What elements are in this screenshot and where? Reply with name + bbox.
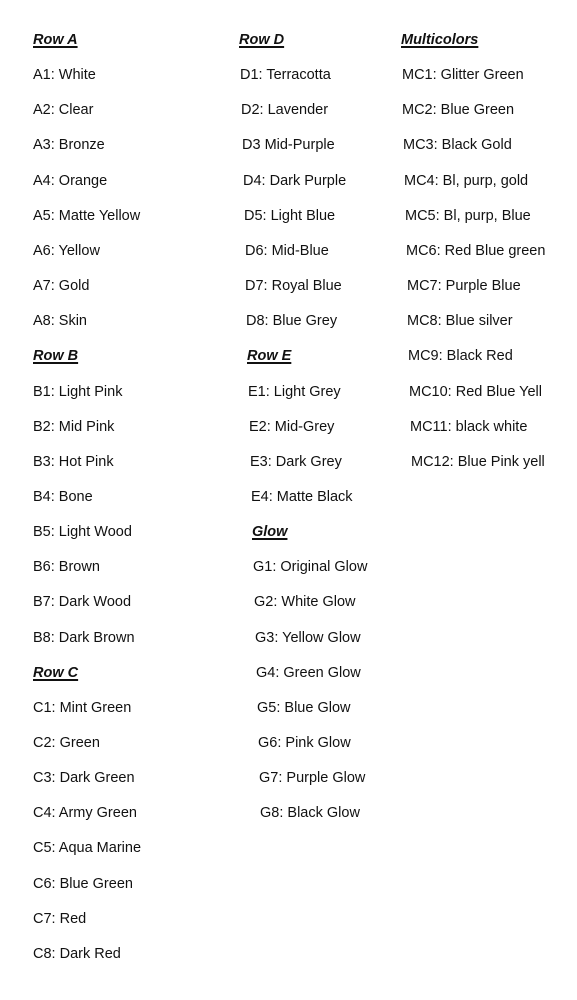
color-item-a8: A8: Skin <box>33 313 87 329</box>
color-item-g6: G6: Pink Glow <box>258 735 351 751</box>
section-heading-row-c: Row C <box>33 665 79 681</box>
color-item-d7: D7: Royal Blue <box>245 278 342 294</box>
color-item-e4: E4: Matte Black <box>251 489 353 505</box>
color-item-c6: C6: Blue Green <box>33 876 133 892</box>
color-item-a5: A5: Matte Yellow <box>33 208 141 224</box>
color-item-b5: B5: Light Wood <box>33 524 132 540</box>
color-item-mc1: MC1: Glitter Green <box>402 67 524 83</box>
color-item-mc3: MC3: Black Gold <box>403 137 512 153</box>
section-heading-row-d: Row D <box>239 32 285 48</box>
color-item-mc4: MC4: Bl, purp, gold <box>404 173 529 189</box>
section-heading-row-a: Row A <box>33 32 78 48</box>
color-item-b4: B4: Bone <box>33 489 93 505</box>
color-item-a1: A1: White <box>33 67 96 83</box>
color-item-mc2: MC2: Blue Green <box>402 102 515 118</box>
color-item-g7: G7: Purple Glow <box>259 770 366 786</box>
color-item-b8: B8: Dark Brown <box>33 630 135 646</box>
color-item-a7: A7: Gold <box>33 278 90 294</box>
color-item-b3: B3: Hot Pink <box>33 454 114 470</box>
color-item-a3: A3: Bronze <box>33 137 105 153</box>
color-item-d1: D1: Terracotta <box>240 67 331 83</box>
color-item-mc10: MC10: Red Blue Yell <box>409 384 542 400</box>
color-item-mc6: MC6: Red Blue green <box>406 243 546 259</box>
color-item-g1: G1: Original Glow <box>253 559 368 575</box>
color-item-c3: C3: Dark Green <box>33 770 135 786</box>
color-item-b1: B1: Light Pink <box>33 384 123 400</box>
color-item-g4: G4: Green Glow <box>256 665 361 681</box>
color-item-d2: D2: Lavender <box>241 102 329 118</box>
color-item-c1: C1: Mint Green <box>33 700 132 716</box>
color-item-c2: C2: Green <box>33 735 100 751</box>
color-item-mc8: MC8: Blue silver <box>407 313 513 329</box>
color-item-c5: C5: Aqua Marine <box>33 840 142 856</box>
color-item-mc11: MC11: black white <box>410 419 528 435</box>
section-heading-glow: Glow <box>252 524 288 540</box>
color-item-g3: G3: Yellow Glow <box>255 630 361 646</box>
color-item-b2: B2: Mid Pink <box>33 419 115 435</box>
color-item-d8: D8: Blue Grey <box>246 313 338 329</box>
color-item-c4: C4: Army Green <box>33 805 137 821</box>
color-item-d4: D4: Dark Purple <box>243 173 347 189</box>
section-heading-row-e: Row E <box>247 348 292 364</box>
color-item-a6: A6: Yellow <box>33 243 100 259</box>
section-heading-multicolors: Multicolors <box>401 32 479 48</box>
color-item-d3: D3 Mid-Purple <box>242 137 335 153</box>
color-item-mc7: MC7: Purple Blue <box>407 278 521 294</box>
color-item-mc9: MC9: Black Red <box>408 348 513 364</box>
color-item-e1: E1: Light Grey <box>248 384 341 400</box>
color-item-g5: G5: Blue Glow <box>257 700 351 716</box>
color-item-mc5: MC5: Bl, purp, Blue <box>405 208 531 224</box>
color-item-c8: C8: Dark Red <box>33 946 121 962</box>
color-item-d6: D6: Mid-Blue <box>245 243 329 259</box>
color-item-d5: D5: Light Blue <box>244 208 336 224</box>
color-item-a2: A2: Clear <box>33 102 94 118</box>
color-item-b6: B6: Brown <box>33 559 100 575</box>
color-item-e3: E3: Dark Grey <box>250 454 342 470</box>
section-heading-row-b: Row B <box>33 348 79 364</box>
color-item-g2: G2: White Glow <box>254 594 356 610</box>
color-item-g8: G8: Black Glow <box>260 805 360 821</box>
color-item-e2: E2: Mid-Grey <box>249 419 335 435</box>
color-item-a4: A4: Orange <box>33 173 108 189</box>
color-item-mc12: MC12: Blue Pink yell <box>411 454 545 470</box>
color-item-c7: C7: Red <box>33 911 87 927</box>
color-item-b7: B7: Dark Wood <box>33 594 132 610</box>
